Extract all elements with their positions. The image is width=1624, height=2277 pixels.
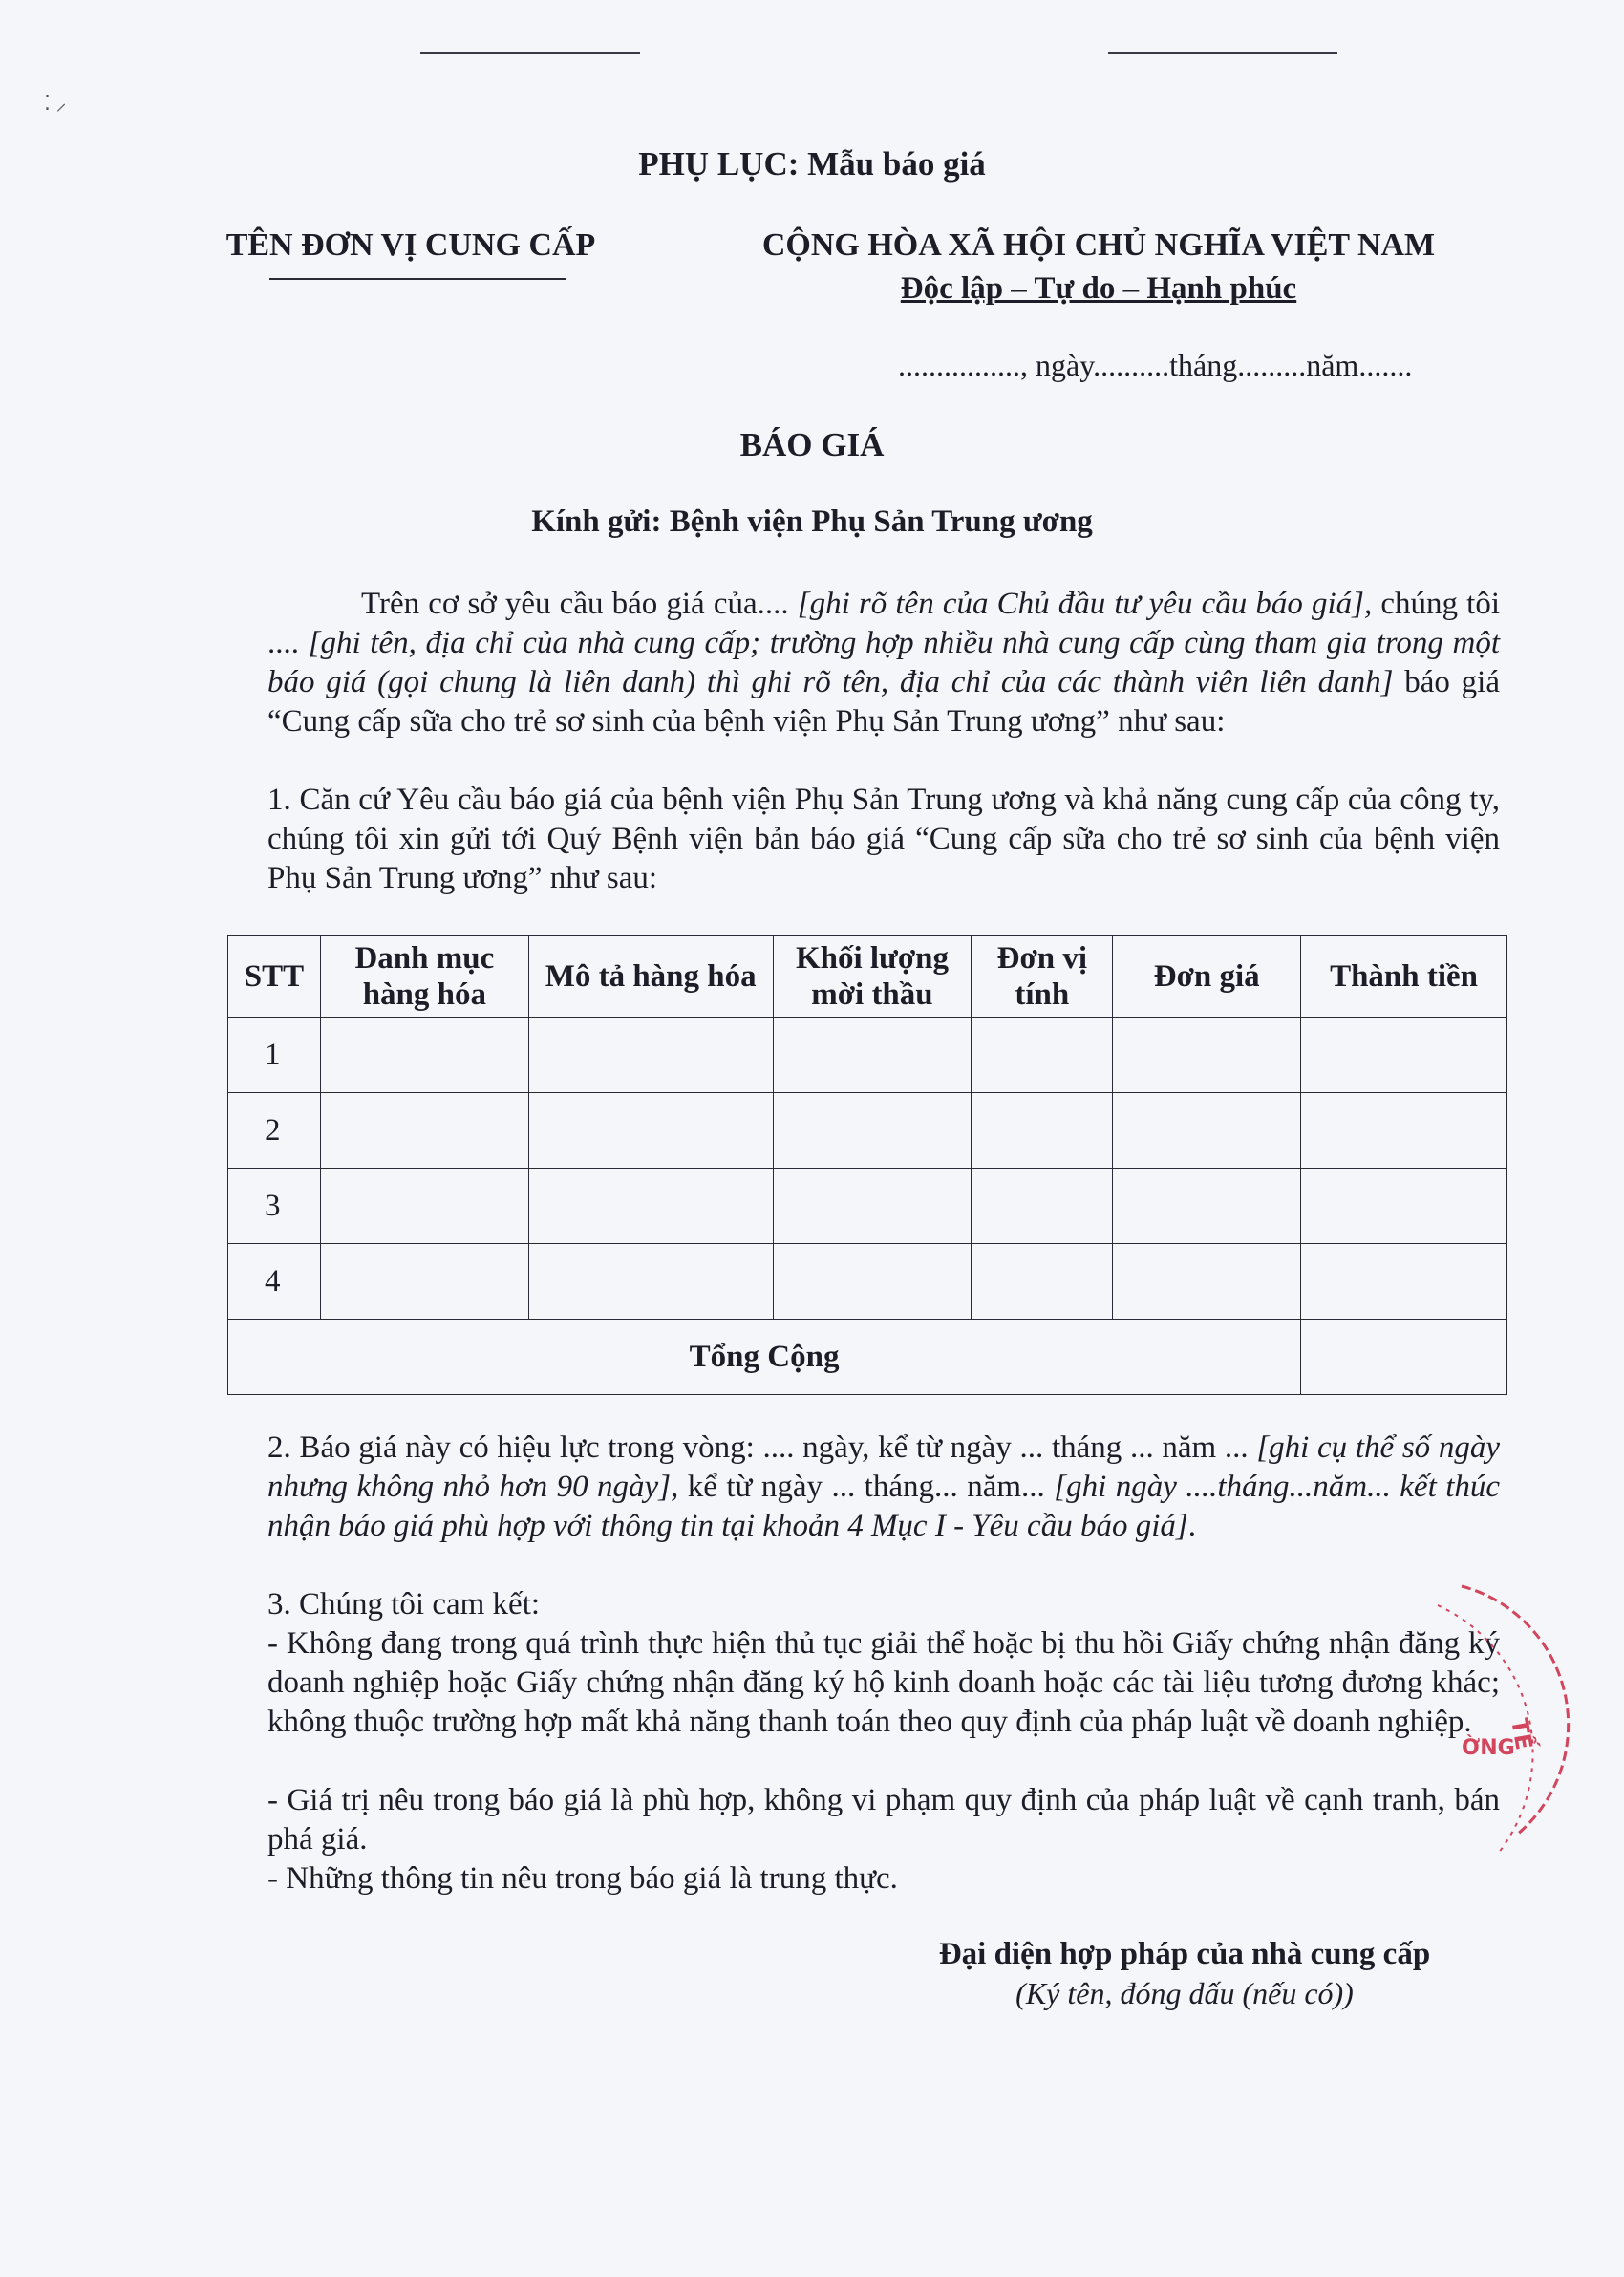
cell — [972, 1244, 1113, 1320]
cell — [320, 1093, 528, 1169]
supplier-name-placeholder: TÊN ĐƠN VỊ CUNG CẤP — [225, 227, 596, 263]
commitment-1: - Không đang trong quá trình thực hiện thủ tục giải thể hoặc bị thu hồi Giấy chứng nhận đăng ký doanh nghiệp hoặc Giấy chứng nhận đăng ký hộ kinh doanh hoặc các tài liệu tương đương khác; không thuộc trường hợp mất khả năng thanh toán theo quy định của pháp luật về doanh nghiệp. — [267, 1626, 1500, 1739]
cell — [320, 1018, 528, 1093]
cell — [972, 1018, 1113, 1093]
cell — [773, 1244, 972, 1320]
scan-edge-line — [420, 52, 640, 54]
signature-label: Đại diện hợp pháp của nhà cung cấp — [938, 1937, 1431, 1971]
row-number: 1 — [228, 1018, 321, 1093]
header-cell: Thành tiền — [1301, 936, 1507, 1018]
header-cell: Đơn vị tính — [972, 936, 1113, 1018]
cell — [972, 1169, 1113, 1244]
total-label: Tổng Cộng — [228, 1320, 1301, 1395]
cell — [1113, 1018, 1301, 1093]
cell — [1113, 1093, 1301, 1169]
svg-text:TẾ: TẾ — [1506, 1716, 1538, 1752]
national-motto: Độc lập – Tự do – Hạnh phúc — [900, 271, 1297, 306]
cell — [1113, 1244, 1301, 1320]
cell — [1301, 1093, 1507, 1169]
cell — [1301, 1169, 1507, 1244]
intro-paragraph: Trên cơ sở yêu cầu báo giá của.... [ghi rõ tên của Chủ đầu tư yêu cầu báo giá], chúng tôi .... [ghi tên, địa chỉ của nhà cung cấp; trường hợp nhiều nhà cung cấp cùng tham gia trong một báo giá (gọi chung là liên danh) thì ghi rõ tên, địa chỉ của các thành viên liên danh] báo giá “Cung cấp sữa cho trẻ sơ sinh của bệnh viện Phụ Sản Trung ương” như sau: — [267, 587, 1501, 739]
commitment-3: - Những thông tin nêu trong báo giá là trung thực. — [267, 1861, 898, 1896]
cell — [773, 1018, 972, 1093]
cell — [528, 1169, 773, 1244]
signature-note: (Ký tên, đóng dấu (nếu có)) — [1015, 1976, 1354, 2010]
table-row — [228, 1018, 1507, 1093]
cell — [1113, 1169, 1301, 1244]
total-value-cell — [1301, 1320, 1507, 1395]
supplier-underline — [269, 278, 566, 280]
row-number: 3 — [228, 1169, 321, 1244]
appendix-title: PHỤ LỤC: Mẫu báo giá — [638, 145, 986, 183]
item-3-heading: 3. Chúng tôi cam kết: — [267, 1587, 541, 1622]
scan-mark: ⁚ ⸝ — [44, 91, 67, 115]
cell — [528, 1244, 773, 1320]
quotation-table — [227, 935, 1507, 1395]
table-row — [228, 1093, 1507, 1169]
header-cell: STT — [228, 936, 321, 1018]
cell — [528, 1018, 773, 1093]
cell — [773, 1093, 972, 1169]
cell — [773, 1169, 972, 1244]
row-number: 4 — [228, 1244, 321, 1320]
cell — [528, 1093, 773, 1169]
item-1-paragraph: 1. Căn cứ Yêu cầu báo giá của bệnh viện Phụ Sản Trung ương và khả năng cung cấp của công ty, chúng tôi xin gửi tới Quý Bệnh viện bản báo giá “Cung cấp sữa cho trẻ sơ sinh của bệnh viện Phụ Sản Trung ương” như sau: — [267, 783, 1500, 895]
commitment-2: - Giá trị nêu trong báo giá là phù hợp, không vi phạm quy định của pháp luật về cạnh tranh, bán phá giá. — [267, 1783, 1500, 1857]
table-row — [228, 1244, 1507, 1320]
cell — [972, 1093, 1113, 1169]
table-header-row — [228, 936, 1507, 1018]
scan-edge-line — [1108, 52, 1337, 54]
header-cell: Mô tả hàng hóa — [528, 936, 773, 1018]
document-title: BÁO GIÁ — [739, 426, 885, 463]
cell — [1301, 1018, 1507, 1093]
cell — [320, 1244, 528, 1320]
svg-text:ỜNG: ỜNG — [1462, 1736, 1515, 1760]
recipient: Kính gửi: Bệnh viện Phụ Sản Trung ương — [531, 505, 1093, 539]
item-2-paragraph: 2. Báo giá này có hiệu lực trong vòng: .... ngày, kể từ ngày ... tháng ... năm ... [ghi cụ thể số ngày nhưng không nhỏ hơn 90 ngày], kể từ ngày ... tháng... năm... [ghi ngày ....tháng...năm... kết thúc nhận báo giá phù hợp với thông tin tại khoản 4 Mục I - Yêu cầu báo giá]. — [267, 1430, 1501, 1543]
header-cell: Đơn giá — [1113, 936, 1301, 1018]
table-row — [228, 1169, 1507, 1244]
header-cell: Khối lượng mời thầu — [773, 936, 972, 1018]
date-line: ................, ngày..........tháng.........năm....... — [898, 348, 1413, 382]
cell — [1301, 1244, 1507, 1320]
nation-name: CỘNG HÒA XÃ HỘI CHỦ NGHĨA VIỆT NAM — [761, 227, 1436, 263]
cell — [320, 1169, 528, 1244]
row-number: 2 — [228, 1093, 321, 1169]
total-row — [228, 1320, 1507, 1395]
header-cell: Danh mục hàng hóa — [320, 936, 528, 1018]
